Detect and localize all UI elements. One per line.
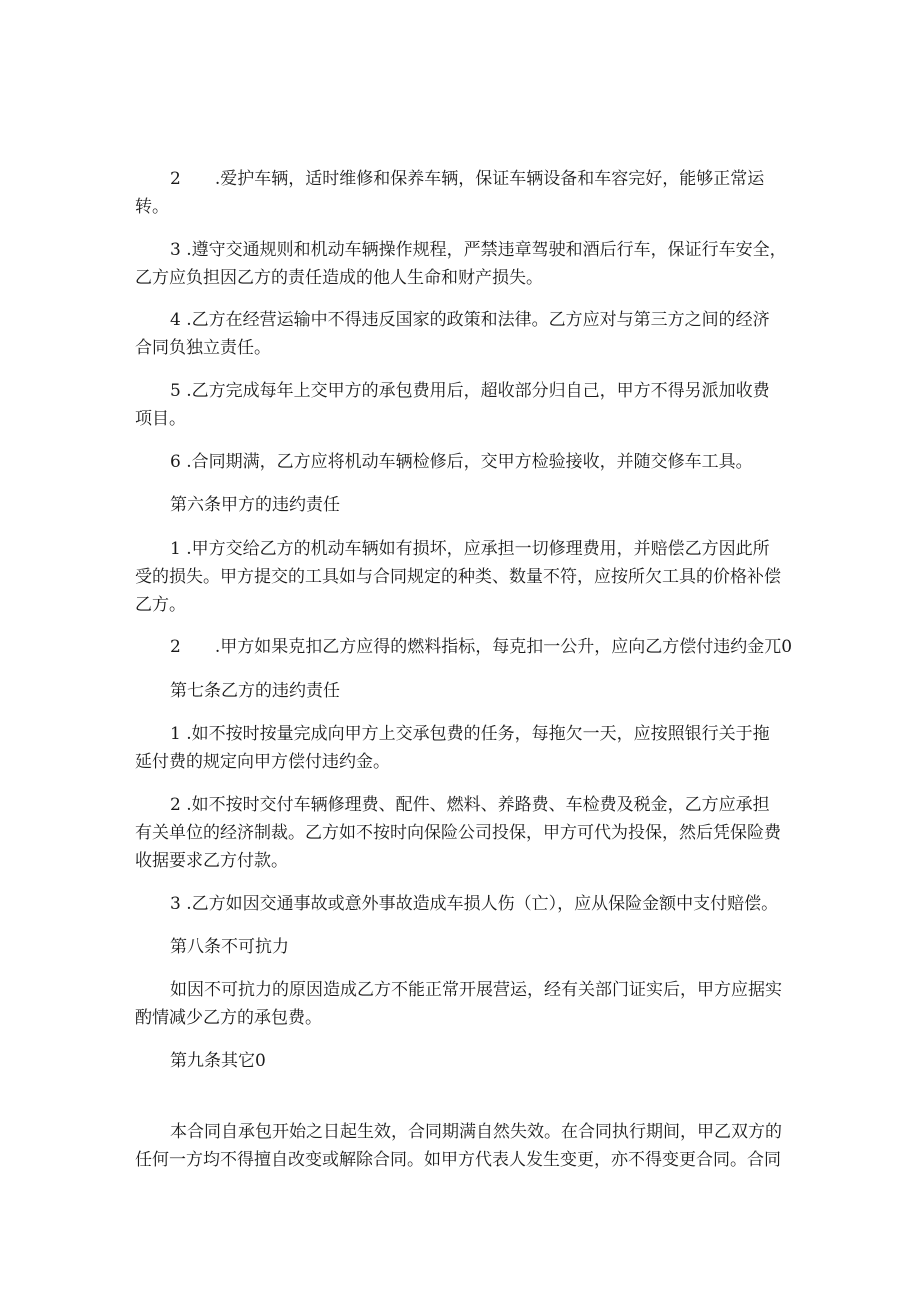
section-heading: 第八条不可抗力 [170,937,289,957]
section-heading: 第九条其它0 [170,1051,266,1071]
text-line: 3 .遵守交通规则和机动车辆操作规程，严禁违章驾驶和酒后行车，保证行车安全， [170,240,787,260]
text-line: 受的损失。甲方提交的工具如与合同规定的种类、数量不符，应按所欠工具的价格补偿 [135,567,781,587]
text-line: 任何一方均不得擅自改变或解除合同。如甲方代表人发生变更，亦不得变更合同。合同 [135,1150,781,1170]
text-line: 4 .乙方在经营运输中不得违反国家的政策和法律。乙方应对与第三方之间的经济 [170,310,770,330]
text-line: 乙方应负担因乙方的责任造成的他人生命和财产损失。 [135,268,543,288]
text-line: 2 .如不按时交付车辆修理费、配件、燃料、养路费、车检费及税金，乙方应承担 [170,795,770,815]
text-line: 项目。 [135,409,186,429]
text-line: 如因不可抗力的原因造成乙方不能正常开展营运，经有关部门证实后，甲方应据实 [170,980,782,1000]
text-line: 乙方。 [135,595,186,615]
section-heading: 第七条乙方的违约责任 [170,681,340,701]
text-line: 转。 [135,197,169,217]
text-line: 6 .合同期满，乙方应将机动车辆检修后，交甲方检验接收，并随交修车工具。 [170,452,753,472]
text-line: 2 .爱护车辆，适时维修和保养车辆，保证车辆设备和车容完好，能够正常运 [170,169,765,189]
text-line: 5 .乙方完成每年上交甲方的承包费用后，超收部分归自己，甲方不得另派加收费 [170,381,770,401]
text-line: 1 .如不按时按量完成向甲方上交承包费的任务，每拖欠一天，应按照银行关于拖 [170,724,770,744]
text-line: 延付费的规定向甲方偿付违约金。 [135,752,390,772]
text-line: 1 .甲方交给乙方的机动车辆如有损坏，应承担一切修理费用，并赔偿乙方因此所 [170,539,770,559]
text-line: 酌情减少乙方的承包费。 [135,1008,322,1028]
text-line: 有关单位的经济制裁。乙方如不按时向保险公司投保，甲方可代为投保，然后凭保险费 [135,823,781,843]
text-line: 2 .甲方如果克扣乙方应得的燃料指标，每克扣一公升，应向乙方偿付违约金兀0 [170,637,793,657]
text-line: 本合同自承包开始之日起生效，合同期满自然失效。在合同执行期间，甲乙双方的 [170,1122,782,1142]
section-heading: 第六条甲方的违约责任 [170,495,340,515]
text-line: 合同负独立责任。 [135,338,271,358]
text-line: 3 .乙方如因交通事故或意外事故造成车损人伤（亡），应从保险金额中支付赔偿。 [170,894,779,914]
text-line: 收据要求乙方付款。 [135,851,288,871]
